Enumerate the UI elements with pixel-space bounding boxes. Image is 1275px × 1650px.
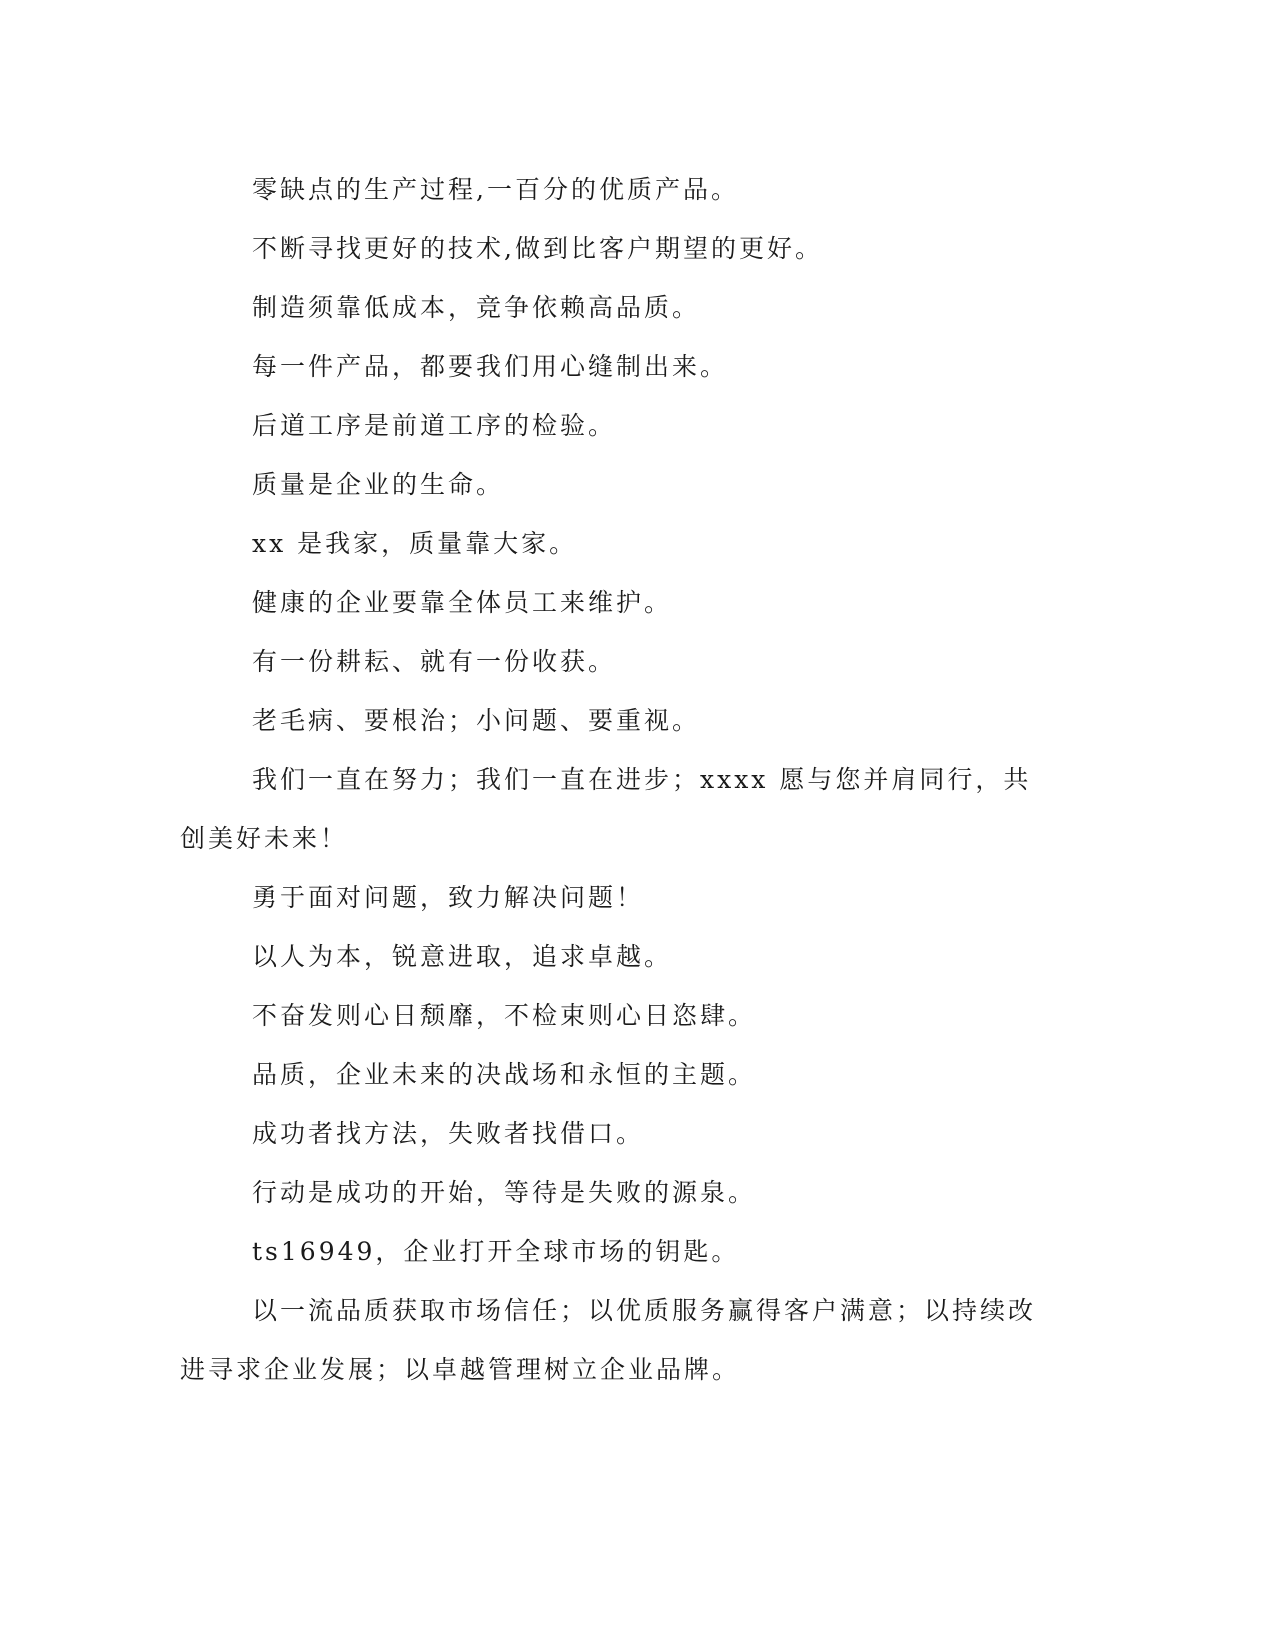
paragraph: 后道工序是前道工序的检验。	[252, 411, 617, 440]
paragraph: 每一件产品，都要我们用心缝制出来。	[252, 352, 729, 381]
paragraph: 质量是企业的生命。	[252, 470, 505, 499]
paragraph: 老毛病、要根治；小问题、要重视。	[252, 706, 701, 735]
paragraph: 以人为本，锐意进取，追求卓越。	[252, 942, 673, 971]
paragraph: 健康的企业要靠全体员工来维护。	[252, 588, 673, 617]
paragraph: 零缺点的生产过程,一百分的优质产品。	[252, 175, 739, 204]
document-body	[180, 160, 1050, 1399]
paragraph: xx 是我家，质量靠大家。	[252, 529, 578, 558]
paragraph: 勇于面对问题，致力解决问题！	[252, 883, 645, 912]
paragraph: 行动是成功的开始，等待是失败的源泉。	[252, 1178, 757, 1207]
paragraph: 不奋发则心日颓靡，不检束则心日恣肆。	[252, 1001, 757, 1030]
paragraph: 成功者找方法，失败者找借口。	[252, 1119, 645, 1148]
paragraph: 制造须靠低成本，竞争依赖高品质。	[252, 293, 701, 322]
paragraph: 不断寻找更好的技术,做到比客户期望的更好。	[252, 234, 823, 263]
paragraph: 我们一直在努力；我们一直在进步；xxxx 愿与您并肩同行，共创美好未来！	[180, 765, 1032, 853]
paragraph: 有一份耕耘、就有一份收获。	[252, 647, 617, 676]
paragraph: 以一流品质获取市场信任；以优质服务赢得客户满意；以持续改进寻求企业发展；以卓越管理树立企业品牌。	[180, 1296, 1037, 1384]
paragraph: ts16949，企业打开全球市场的钥匙。	[252, 1237, 740, 1266]
paragraph: 品质，企业未来的决战场和永恒的主题。	[252, 1060, 757, 1089]
